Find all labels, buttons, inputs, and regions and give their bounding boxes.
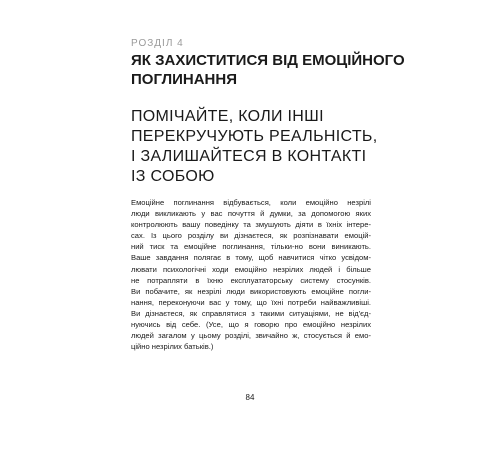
body-line: нання, переконуючи вас у тому, що їхні потреби найважливіші. [131, 297, 371, 307]
section-title-line: ІЗ СОБОЮ [131, 168, 215, 185]
body-line: ційно незрілих батьків.) [131, 342, 214, 352]
section-title-line: І ЗАЛИШАЙТЕСЯ В КОНТАКТІ [131, 148, 367, 165]
body-line: ний тиск та емоційне поглинання, тільки-но вони виникають. [131, 242, 371, 252]
body-line: не потрапляти в їхню експлуататорську систему стосунків. [131, 275, 371, 285]
body-line: Ви побачите, як незрілі люди використовують емоційне погли- [131, 286, 371, 296]
chapter-label: РОЗДІЛ 4 [131, 38, 184, 49]
section-title-line: ПОМІЧАЙТЕ, КОЛИ ІНШІ [131, 108, 324, 125]
chapter-title-line: ПОГЛИНАННЯ [131, 71, 237, 88]
section-title-line: ПЕРЕКРУЧУЮТЬ РЕАЛЬНІСТЬ, [131, 128, 378, 145]
body-line: людей загалом у цьому розділі, звичайно ж, стосується й емо- [131, 331, 371, 341]
chapter-title [131, 51, 411, 89]
body-line: сах. Із цього розділу ви дізнаєтеся, як розпізнавати емоцій- [131, 231, 371, 241]
body-line: контролюють вашу поведінку та змушують діяти в їхніх інтере- [131, 220, 371, 230]
body-line: лювати психологічні ходи емоційно незрілих людей і більше [131, 264, 371, 274]
body-line: Ваше завдання полягає в тому, щоб навчитися чітко усвідом- [131, 253, 371, 263]
body-paragraph [131, 197, 371, 352]
body-line: Ви дізнаєтеся, як справлятися з такими ситуаціями, не від'єд- [131, 308, 371, 318]
section-title [131, 107, 431, 187]
page-number: 84 [245, 393, 255, 402]
body-line: Емоційне поглинання відбувається, коли емоційно незрілі [131, 198, 371, 207]
chapter-title-line: ЯК ЗАХИСТИТИСЯ ВІД ЕМОЦІЙНОГО [131, 52, 405, 69]
body-line: люди викликають у вас почуття й думки, за допомогою яких [131, 209, 371, 219]
body-line: нуючись від себе. (Усе, що я говорю про емоційно незрілих [131, 320, 371, 330]
